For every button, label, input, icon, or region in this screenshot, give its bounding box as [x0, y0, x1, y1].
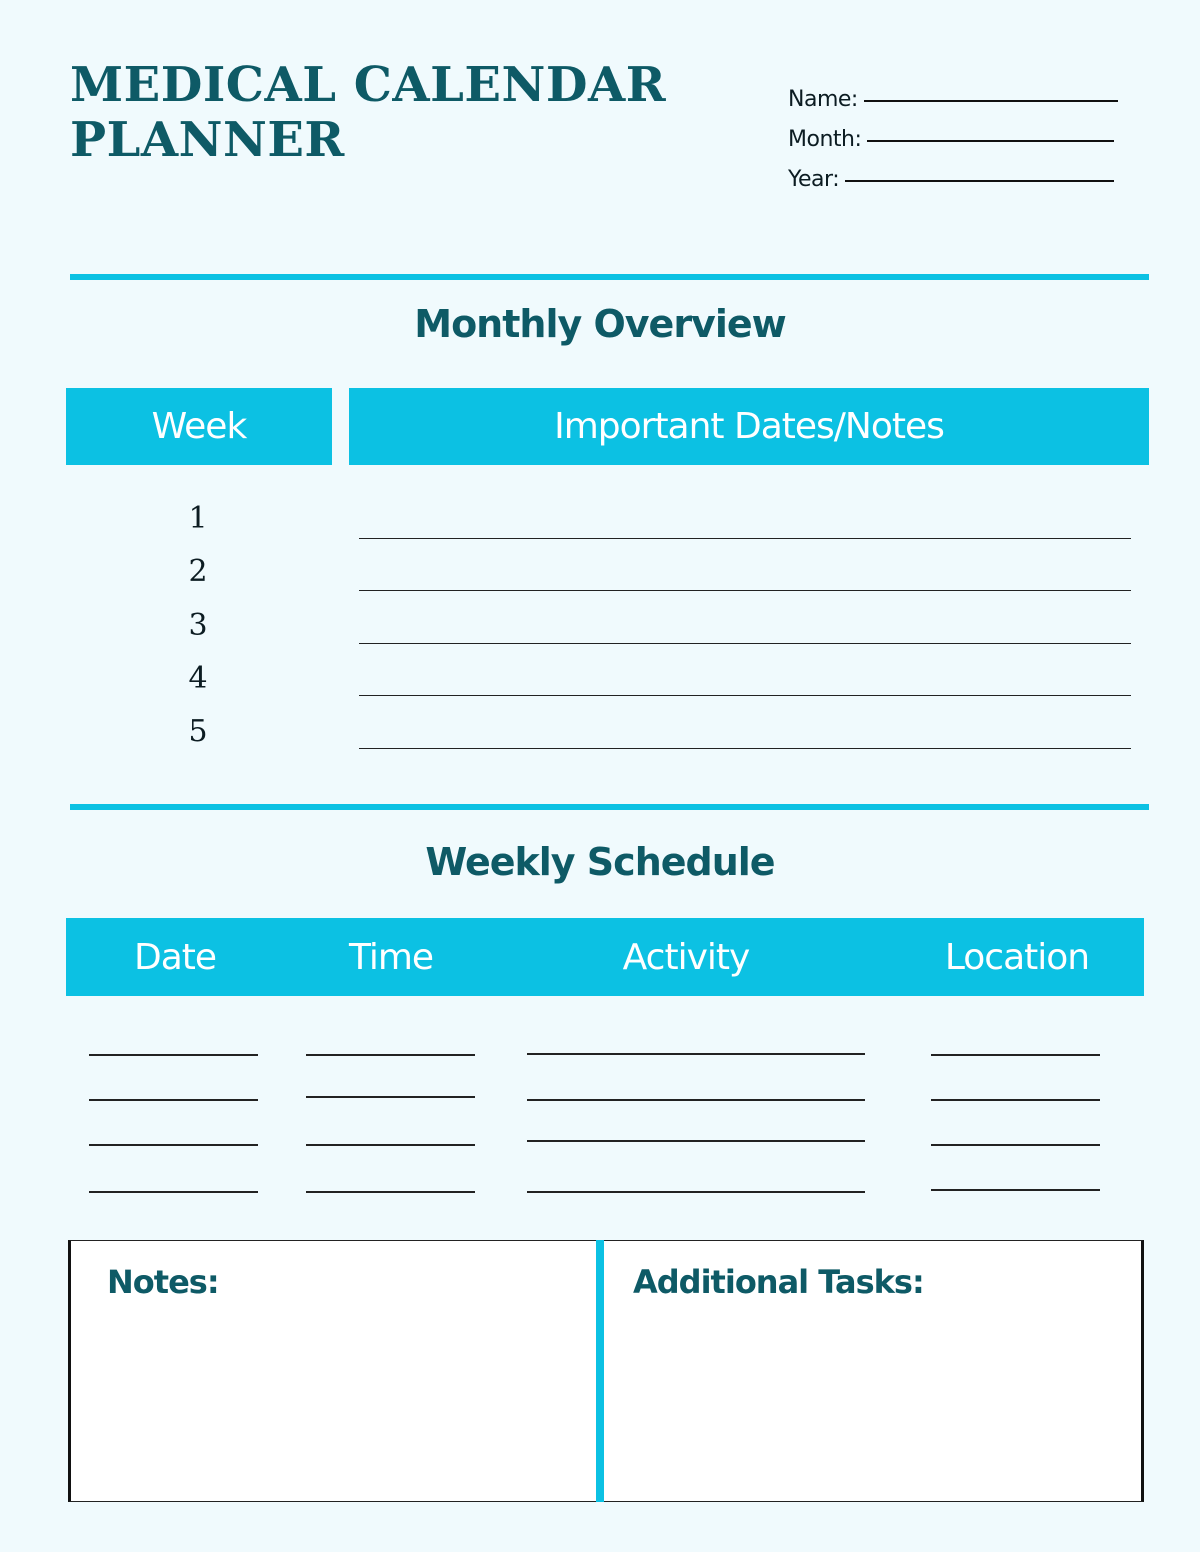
- date-blank[interactable]: [89, 1191, 258, 1193]
- activity-column-header: Activity: [622, 936, 750, 978]
- weekly-schedule-title: Weekly Schedule: [425, 840, 775, 884]
- schedule-header: [66, 918, 1144, 996]
- week-header: Week: [66, 388, 332, 465]
- title-line-1: MEDICAL CALENDAR: [70, 57, 667, 113]
- header-fields: [788, 72, 1118, 192]
- time-blank[interactable]: [306, 1144, 475, 1146]
- week-note-line[interactable]: [359, 643, 1131, 644]
- box-divider: [596, 1240, 604, 1502]
- week-number: 1: [188, 501, 208, 536]
- name-blank[interactable]: [864, 80, 1118, 102]
- year-field: [788, 152, 1118, 192]
- week-note-line[interactable]: [359, 538, 1131, 539]
- location-column-header: Location: [944, 936, 1090, 978]
- week-number: 4: [188, 661, 208, 696]
- month-label: Month:: [788, 127, 862, 152]
- week-note-line[interactable]: [359, 695, 1131, 696]
- activity-blank[interactable]: [527, 1191, 865, 1193]
- activity-blank[interactable]: [527, 1140, 865, 1142]
- date-blank[interactable]: [89, 1054, 258, 1056]
- title-line-2: PLANNER: [70, 112, 345, 168]
- notes-box[interactable]: [68, 1240, 599, 1502]
- notes-label: Notes:: [107, 1263, 219, 1301]
- additional-tasks-label: Additional Tasks:: [633, 1263, 924, 1301]
- activity-blank[interactable]: [527, 1099, 865, 1101]
- additional-tasks-box[interactable]: [601, 1240, 1144, 1502]
- week-number: 3: [188, 608, 208, 643]
- week-note-line[interactable]: [359, 590, 1131, 591]
- divider-rule-middle: [70, 804, 1149, 810]
- year-label: Year:: [788, 167, 840, 192]
- week-number: 5: [188, 714, 208, 749]
- name-field: [788, 72, 1118, 112]
- notes-header: Important Dates/Notes: [349, 388, 1149, 465]
- date-blank[interactable]: [89, 1144, 258, 1146]
- divider-rule-top: [70, 274, 1149, 280]
- location-blank[interactable]: [931, 1144, 1100, 1146]
- location-blank[interactable]: [931, 1189, 1100, 1191]
- time-column-header: Time: [348, 936, 434, 978]
- date-column-header: Date: [133, 936, 217, 978]
- page-title: [70, 58, 666, 168]
- month-blank[interactable]: [867, 120, 1114, 142]
- year-blank[interactable]: [845, 160, 1114, 182]
- name-label: Name:: [788, 87, 858, 112]
- location-blank[interactable]: [931, 1054, 1100, 1056]
- location-blank[interactable]: [931, 1099, 1100, 1101]
- week-number: 2: [188, 554, 208, 589]
- week-note-line[interactable]: [359, 748, 1131, 749]
- time-blank[interactable]: [306, 1191, 475, 1193]
- activity-blank[interactable]: [527, 1053, 865, 1055]
- month-field: [788, 112, 1118, 152]
- date-blank[interactable]: [89, 1099, 258, 1101]
- monthly-overview-title: Monthly Overview: [414, 302, 786, 346]
- time-blank[interactable]: [306, 1096, 475, 1098]
- time-blank[interactable]: [306, 1054, 475, 1056]
